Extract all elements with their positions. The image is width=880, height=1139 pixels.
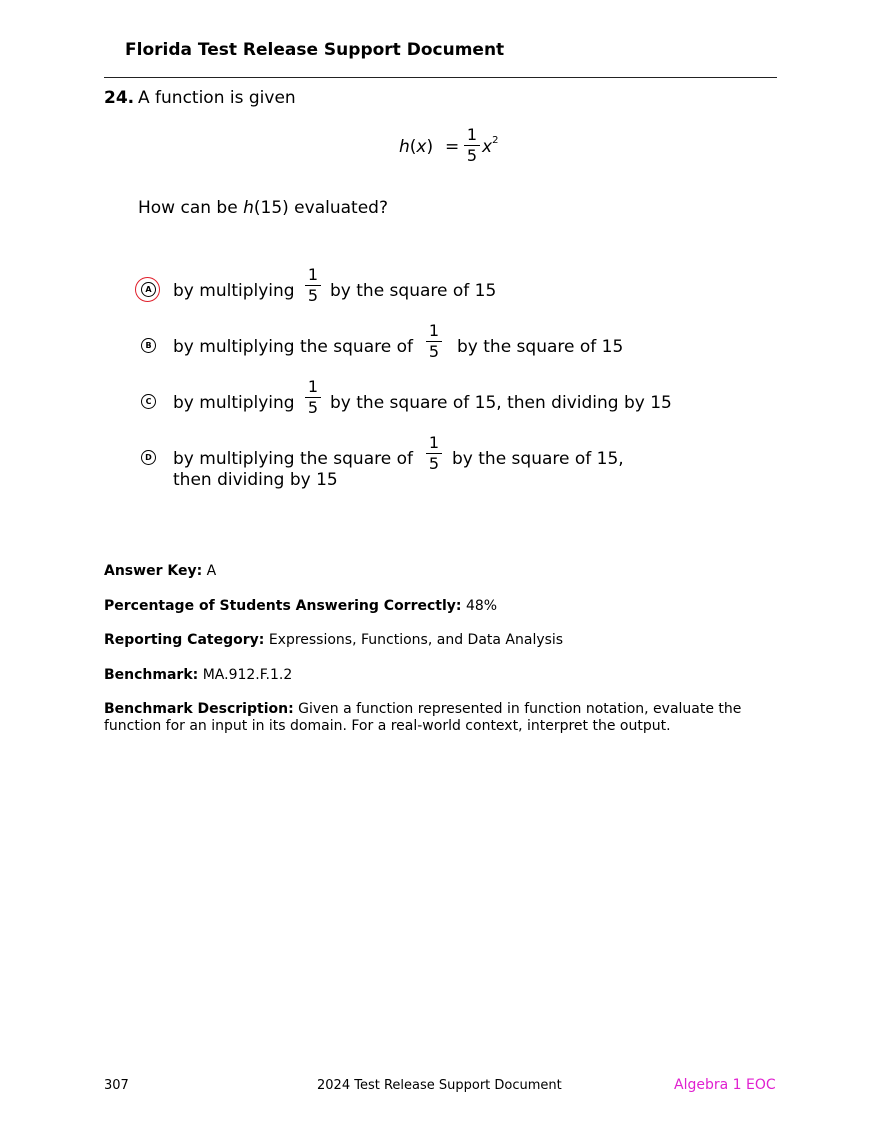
- benchmark-description-value: Given a function represented in function notation, evaluate the function for an input in its domain. For a real-world context, interpret the output.: [104, 701, 742, 734]
- choice-bubble-d[interactable]: D: [141, 450, 156, 465]
- fraction-numerator: 1: [307, 377, 319, 396]
- reporting-category-label: Reporting Category:: [104, 632, 265, 648]
- choice-d-text-line2: then dividing by 15: [173, 470, 338, 490]
- fraction-numerator: 1: [307, 265, 319, 284]
- page-number: 307: [104, 1078, 129, 1093]
- answer-choice-d[interactable]: [0, 434, 880, 500]
- answer-choice-a[interactable]: [0, 266, 880, 322]
- question-number: 24.: [104, 88, 135, 108]
- prompt-text-start: How can be: [138, 198, 244, 218]
- choice-c-fraction: [305, 378, 321, 417]
- formula-function-name: h: [399, 137, 410, 157]
- fraction-numerator: 1: [428, 433, 440, 452]
- formula-fraction-numerator: 1: [466, 125, 478, 144]
- formula-equals: =: [445, 137, 460, 157]
- percent-correct: [104, 598, 497, 615]
- choice-a-text-end: by the square of 15: [330, 281, 497, 301]
- question-stem: A function is given: [138, 88, 296, 108]
- answer-key: [104, 563, 216, 580]
- choice-c-text-start: by multiplying: [173, 393, 295, 413]
- document-title: Florida Test Release Support Document: [125, 40, 505, 60]
- benchmark-value: MA.912.F.1.2: [202, 667, 293, 683]
- formula-exponent: 2: [492, 135, 499, 147]
- choice-b-text-start: by multiplying the square of: [173, 337, 413, 357]
- fraction-denominator: 5: [428, 342, 440, 361]
- prompt-function-name: h: [243, 198, 254, 218]
- percent-correct-label: Percentage of Students Answering Correctly:: [104, 598, 462, 614]
- formula-fraction-denominator: 5: [466, 146, 478, 165]
- choice-bubble-c[interactable]: C: [141, 394, 156, 409]
- benchmark-description-label: Benchmark Description:: [104, 701, 294, 717]
- answer-choice-c[interactable]: [0, 378, 880, 434]
- reporting-category: [104, 632, 563, 649]
- footer-document-title: 2024 Test Release Support Document: [317, 1078, 562, 1093]
- benchmark-description: [104, 701, 784, 735]
- formula-fraction: [464, 126, 480, 165]
- fraction-denominator: 5: [307, 398, 319, 417]
- benchmark-label: Benchmark:: [104, 667, 199, 683]
- choice-a-fraction: [305, 266, 321, 305]
- choice-a-text-start: by multiplying: [173, 281, 295, 301]
- header-divider: [104, 77, 777, 78]
- choice-b-text-end: by the square of 15: [457, 337, 624, 357]
- answer-key-label: Answer Key:: [104, 563, 203, 579]
- prompt-text-end: (15) evaluated?: [253, 198, 388, 218]
- fraction-numerator: 1: [428, 321, 440, 340]
- choice-c-text-end: by the square of 15, then dividing by 15: [330, 393, 672, 413]
- formula-base-variable: x: [482, 137, 493, 157]
- reporting-category-value: Expressions, Functions, and Data Analysis: [268, 632, 564, 648]
- fraction-denominator: 5: [307, 286, 319, 305]
- choice-d-fraction: [426, 434, 442, 473]
- fraction-denominator: 5: [428, 454, 440, 473]
- formula-variable: x: [416, 137, 427, 157]
- choice-d-text-end: by the square of 15,: [452, 449, 624, 469]
- benchmark: [104, 667, 292, 684]
- footer-course-label: Algebra 1 EOC: [674, 1077, 776, 1093]
- percent-correct-value: 48%: [465, 598, 498, 614]
- choice-bubble-b[interactable]: B: [141, 338, 156, 353]
- answer-choice-b[interactable]: [0, 322, 880, 378]
- choice-b-fraction: [426, 322, 442, 361]
- answer-key-value: A: [206, 563, 217, 579]
- question-prompt: [138, 198, 388, 218]
- choice-d-text-start: by multiplying the square of: [173, 449, 413, 469]
- choice-bubble-a[interactable]: A: [141, 282, 156, 297]
